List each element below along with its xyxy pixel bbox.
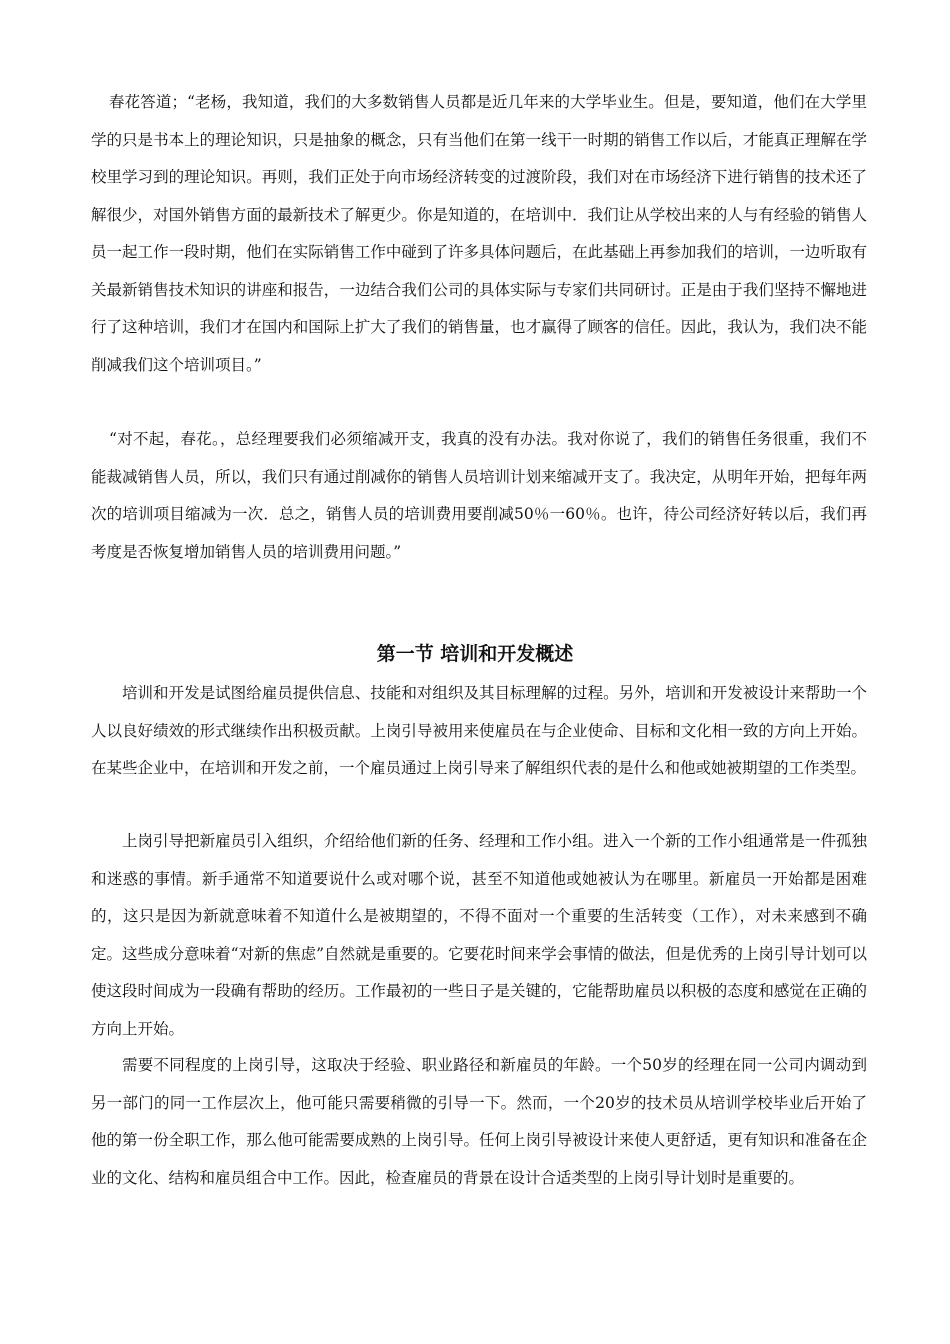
body-paragraph-orientation-degree: 需要不同程度的上岗引导，这取决于经验、职业路径和新雇员的年龄。一个50岁的经理在同一公司内调动到另一部门的同一工作层次上，他可能只需要稍微的引导一下。然而，一个20岁的技术员从培训学校毕业后开始了他的第一份全职工作，那么他可能需要成熟的上岗引导。任何上岗引导被设计来使人更舒适，更有知识和准备在企业的文化、结构和雇员组合中工作。因此，检查雇员的背景在设计合适类型的上岗引导计划时是重要的。 [91, 1056, 867, 1187]
body-paragraph-orientation-intro: 上岗引导把新雇员引入组织，介绍给他们新的任务、经理和工作小组。进入一个新的工作小组通常是一件孤独和迷惑的事情。新手通常不知道要说什么或对哪个说，甚至不知道他或她被认为在哪里。新雇员一开始都是困难的，这只是因为新就意味着不知道什么是被期望的，不得不面对一个重要的生活转变（工作），对未来感到不确定。这些成分意味着“对新的焦虑”自然就是重要的。它要花时间来学会事情的做法，但是优秀的上岗引导计划可以使这段时间成为一段确有帮助的经历。工作最初的一些日子是关键的，它能帮助雇员以积极的态度和感觉在正确的方向上开始。 [91, 832, 867, 1038]
dialogue-paragraph-chunhua-reply: 春花答道；“老杨，我知道，我们的大多数销售人员都是近几年来的大学毕业生。但是，要知道，他们在大学里学的只是书本上的理论知识，只是抽象的概念，只有当他们在第一线干一时期的销售工作以后，才能真正理解在学校里学习到的理论知识。再则，我们正处于向市场经济转变的过渡阶段，我们对在市场经济下进行销售的技术还了解很少，对国外销售方面的最新技术了解更少。你是知道的，在培训中．我们让从学校出来的人与有经验的销售人员一起工作一段时期，他们在实际销售工作中碰到了许多具体问题后，在此基础上再参加我们的培训，一边听取有关最新销售技术知识的讲座和报告，一边结合我们公司的具体实际与专家们共同研讨。正是由于我们坚持不懈地进行了这种培训，我们才在国内和国际上扩大了我们的销售量，也才赢得了顾客的信任。因此，我认为，我们决不能削减我们这个培训项目。” [91, 93, 867, 374]
dialogue-paragraph-manager-reply: “对不起，春花。，总经理要我们必须缩减开支，我真的没有办法。我对你说了，我们的销售任务很重，我们不能裁减销售人员，所以，我们只有通过削减你的销售人员培训计划来缩减开支了。我决定，从明年开始，把每年两次的培训项目缩减为一次．总之，销售人员的培训费用要削减50％一60％。也许，待公司经济好转以后，我们再考度是否恢复增加销售人员的培训费用问题。” [91, 430, 867, 561]
section-title: 第一节 培训和开发概述 [376, 643, 574, 665]
body-paragraph-training-definition: 培训和开发是试图给雇员提供信息、技能和对组织及其目标理解的过程。另外，培训和开发被设计来帮助一个人以良好绩效的形式继续作出积极贡献。上岗引导被用来使雇员在与企业使命、目标和文化相一致的方向上开始。在某些企业中，在培训和开发之前，一个雇员通过上岗引导来了解组织代表的是什么和他或她被期望的工作类型。 [91, 684, 867, 777]
